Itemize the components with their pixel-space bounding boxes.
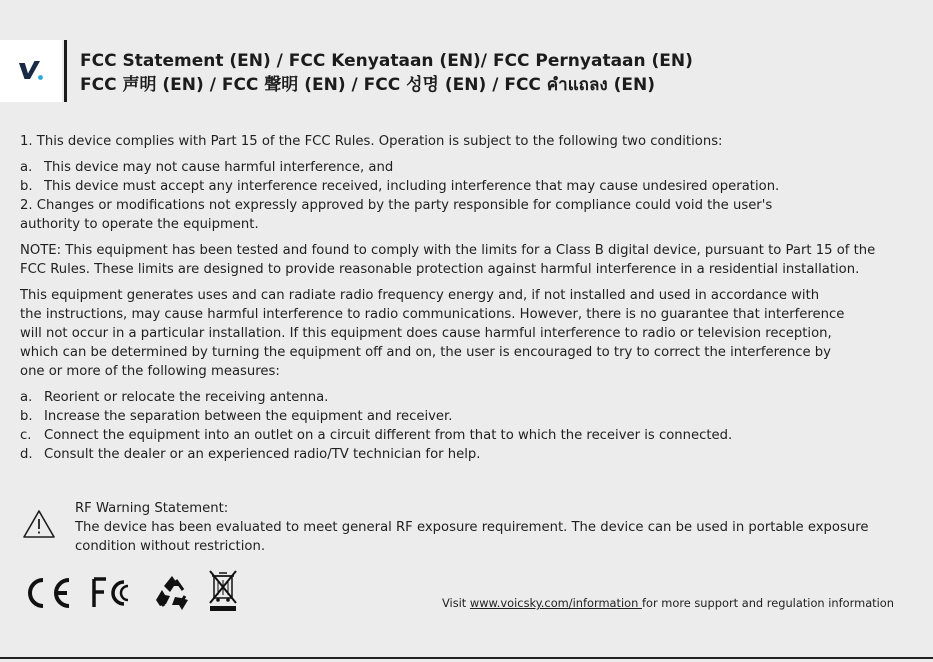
text-line: NOTE: This equipment has been tested and found to comply with the limits for a Class B digital device, pursuant to Part 15 of the <box>20 243 876 258</box>
list-marker: b. <box>20 179 33 194</box>
text-line: will not occur in a particular installation. If this equipment does cause harmful interference to radio or television reception, <box>20 326 832 341</box>
rf-warning-text <box>75 499 905 556</box>
list-text: Consult the dealer or an experienced radio/TV technician for help. <box>44 447 481 462</box>
measures-list <box>20 388 900 464</box>
title-line-1: FCC Statement (EN) / FCC Kenyataan (EN)/ FCC Pernyataan (EN) <box>80 51 693 71</box>
fcc-statement-body <box>20 132 900 464</box>
text-line: 2. Changes or modifications not expressly approved by the party responsible for compliance could void the user's <box>20 198 773 213</box>
header-divider <box>64 40 67 102</box>
list-text: This device must accept any interference received, including interference that may cause undesired operation. <box>44 179 780 194</box>
page-title <box>80 49 693 97</box>
statement-paragraph-1: 1. This device complies with Part 15 of the FCC Rules. Operation is subject to the following two conditions: <box>20 134 723 149</box>
rf-warning-title: RF Warning Statement: <box>75 501 229 516</box>
fcc-mark-icon <box>92 576 136 610</box>
note-paragraph <box>20 241 900 279</box>
list-item <box>20 177 900 196</box>
visit-prefix: Visit <box>442 596 470 610</box>
list-item <box>20 388 900 407</box>
text-line: one or more of the following measures: <box>20 364 280 379</box>
radio-frequency-paragraph <box>20 286 900 381</box>
list-text: Reorient or relocate the receiving antenna. <box>44 390 329 405</box>
text-line: This equipment generates uses and can radiate radio frequency energy and, if not installed and used in accordance with <box>20 288 820 303</box>
list-item <box>20 445 900 464</box>
list-item <box>20 158 900 177</box>
voicsky-v-logo-icon <box>16 58 46 84</box>
ce-mark-icon <box>22 576 74 610</box>
visit-suffix: for more support and regulation information <box>641 596 894 610</box>
support-note <box>442 596 894 610</box>
text-line: The device has been evaluated to meet general RF exposure requirement. The device can be used in portable exposure <box>75 520 869 535</box>
list-item <box>20 407 900 426</box>
list-text: This device may not cause harmful interference, and <box>44 160 394 175</box>
list-text: Increase the separation between the equipment and receiver. <box>44 409 453 424</box>
title-line-2: FCC 声明 (EN) / FCC 聲明 (EN) / FCC 성명 (EN) / FCC คำแถลง (EN) <box>80 75 655 95</box>
text-line: condition without restriction. <box>75 539 266 554</box>
bottom-divider <box>0 657 933 659</box>
brand-logo <box>0 40 62 102</box>
warning-triangle-icon <box>22 509 56 539</box>
list-marker: d. <box>20 447 33 462</box>
text-line: authority to operate the equipment. <box>20 217 259 232</box>
conditions-list <box>20 158 900 196</box>
list-item <box>20 426 900 445</box>
list-marker: b. <box>20 409 33 424</box>
recycle-icon <box>152 574 192 612</box>
text-line: which can be determined by turning the equipment off and on, the user is encouraged to try to correct the interference by <box>20 345 831 360</box>
list-marker: a. <box>20 160 33 175</box>
weee-crossed-bin-icon <box>208 570 238 612</box>
statement-paragraph-2 <box>20 196 900 234</box>
text-line: FCC Rules. These limits are designed to provide reasonable protection against harmful interference in a residential installation. <box>20 262 860 277</box>
text-line: the instructions, may cause harmful interference to radio communications. However, there is no guarantee that interference <box>20 307 845 322</box>
support-link[interactable]: www.voicsky.com/information <box>469 596 642 610</box>
list-text: Connect the equipment into an outlet on a circuit different from that to which the receiver is connected. <box>44 428 733 443</box>
list-marker: c. <box>20 428 32 443</box>
list-marker: a. <box>20 390 33 405</box>
